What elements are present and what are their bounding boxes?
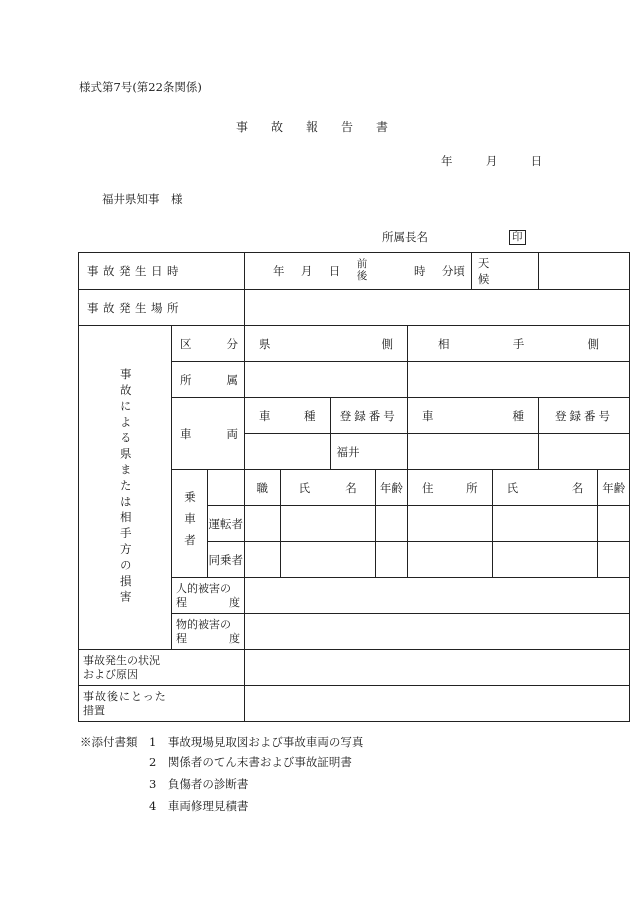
dt-month-label: 月	[300, 264, 313, 278]
other-passenger-age-field[interactable]	[598, 542, 630, 578]
report-date	[441, 156, 542, 168]
date-day-label: 日	[530, 154, 543, 168]
driver-name-field[interactable]	[280, 506, 375, 542]
passenger-address-field[interactable]	[408, 542, 493, 578]
pref-vehicle-type-header: 車 種	[245, 398, 331, 434]
job-header: 職	[245, 470, 281, 506]
situation-label: 事故発生の状況 および原因	[79, 650, 245, 686]
pref-reg-number-header: 登録番号	[330, 398, 407, 434]
reg-prefix: 福井	[336, 444, 360, 459]
affiliation-label: 所 属	[172, 362, 245, 398]
attachment-item-3: 3 負傷者の診断書	[149, 777, 249, 791]
pref-name-header: 氏 名	[280, 470, 375, 506]
other-vehicle-type-header: 車 種	[408, 398, 539, 434]
form-number: 様式第7号(第22条関係)	[79, 80, 202, 94]
accident-report-table	[78, 252, 630, 722]
passenger-label: 同乗者	[207, 542, 245, 578]
pref-age-header: 年齢	[375, 470, 407, 506]
pref-reg-number-field[interactable]	[330, 434, 407, 470]
after-measures-label: 事故後にとった 措置	[79, 686, 245, 722]
property-damage-field[interactable]	[245, 614, 630, 650]
damage-section-label: 事故による県または相手方の損害	[79, 326, 172, 650]
after-measures-field[interactable]	[245, 686, 630, 722]
driver-job-field[interactable]	[245, 506, 281, 542]
passenger-age-field[interactable]	[375, 542, 407, 578]
passenger-job-field[interactable]	[245, 542, 281, 578]
seal-mark: 印	[509, 230, 526, 245]
property-damage-label: 物的被害の 程 度	[172, 614, 245, 650]
weather-label: 天候	[471, 253, 538, 290]
dt-year-label: 年	[273, 264, 285, 278]
weather-field[interactable]	[538, 253, 629, 290]
other-passenger-name-field[interactable]	[492, 542, 598, 578]
dt-day-label: 日	[328, 264, 341, 278]
driver-address-field[interactable]	[408, 506, 493, 542]
human-damage-label: 人的被害の 程 度	[172, 578, 245, 614]
driver-age-field[interactable]	[375, 506, 407, 542]
other-affiliation-field[interactable]	[408, 362, 630, 398]
other-driver-age-field[interactable]	[598, 506, 630, 542]
addressee: 福井県知事 様	[102, 192, 183, 206]
other-vehicle-type-field[interactable]	[408, 434, 539, 470]
pref-affiliation-field[interactable]	[245, 362, 408, 398]
occupants-label: 乗車者	[172, 470, 208, 578]
pref-vehicle-type-field[interactable]	[245, 434, 331, 470]
other-name-header: 氏 名	[492, 470, 598, 506]
dt-hour-label: 時	[413, 264, 426, 278]
occurrence-datetime-label: 事故発生日時	[79, 253, 245, 290]
occurrence-place-label: 事故発生場所	[79, 290, 245, 326]
date-month-label: 月	[485, 154, 498, 168]
dt-minute-label: 分頃	[441, 264, 465, 278]
driver-label: 運転者	[207, 506, 245, 542]
other-age-header: 年齢	[598, 470, 630, 506]
other-driver-name-field[interactable]	[492, 506, 598, 542]
attachment-item-1: 1 事故現場見取図および事故車両の写真	[149, 735, 364, 749]
document-title: 事故報告書	[236, 120, 412, 134]
occurrence-place-field[interactable]	[245, 290, 630, 326]
am-pm-label: 前 後	[356, 258, 368, 282]
head-name-label: 所属長名	[382, 230, 428, 244]
other-reg-number-field[interactable]	[538, 434, 629, 470]
occurrence-datetime-field[interactable]	[245, 253, 472, 290]
vehicle-label: 車 両	[172, 398, 245, 470]
situation-field[interactable]	[245, 650, 630, 686]
pref-side-header: 県 側	[245, 326, 408, 362]
human-damage-field[interactable]	[245, 578, 630, 614]
attachments-label: ※添付書類	[80, 735, 138, 749]
address-header: 住 所	[408, 470, 493, 506]
date-year-label: 年	[441, 154, 453, 168]
passenger-name-field[interactable]	[280, 542, 375, 578]
other-reg-number-header: 登録番号	[538, 398, 629, 434]
other-side-header: 相 手 側	[408, 326, 630, 362]
occupant-blank-header	[207, 470, 245, 506]
category-label: 区 分	[172, 326, 245, 362]
attachment-item-4: 4 車両修理見積書	[149, 799, 249, 813]
attachment-item-2: 2 関係者のてん末書および事故証明書	[149, 755, 352, 769]
